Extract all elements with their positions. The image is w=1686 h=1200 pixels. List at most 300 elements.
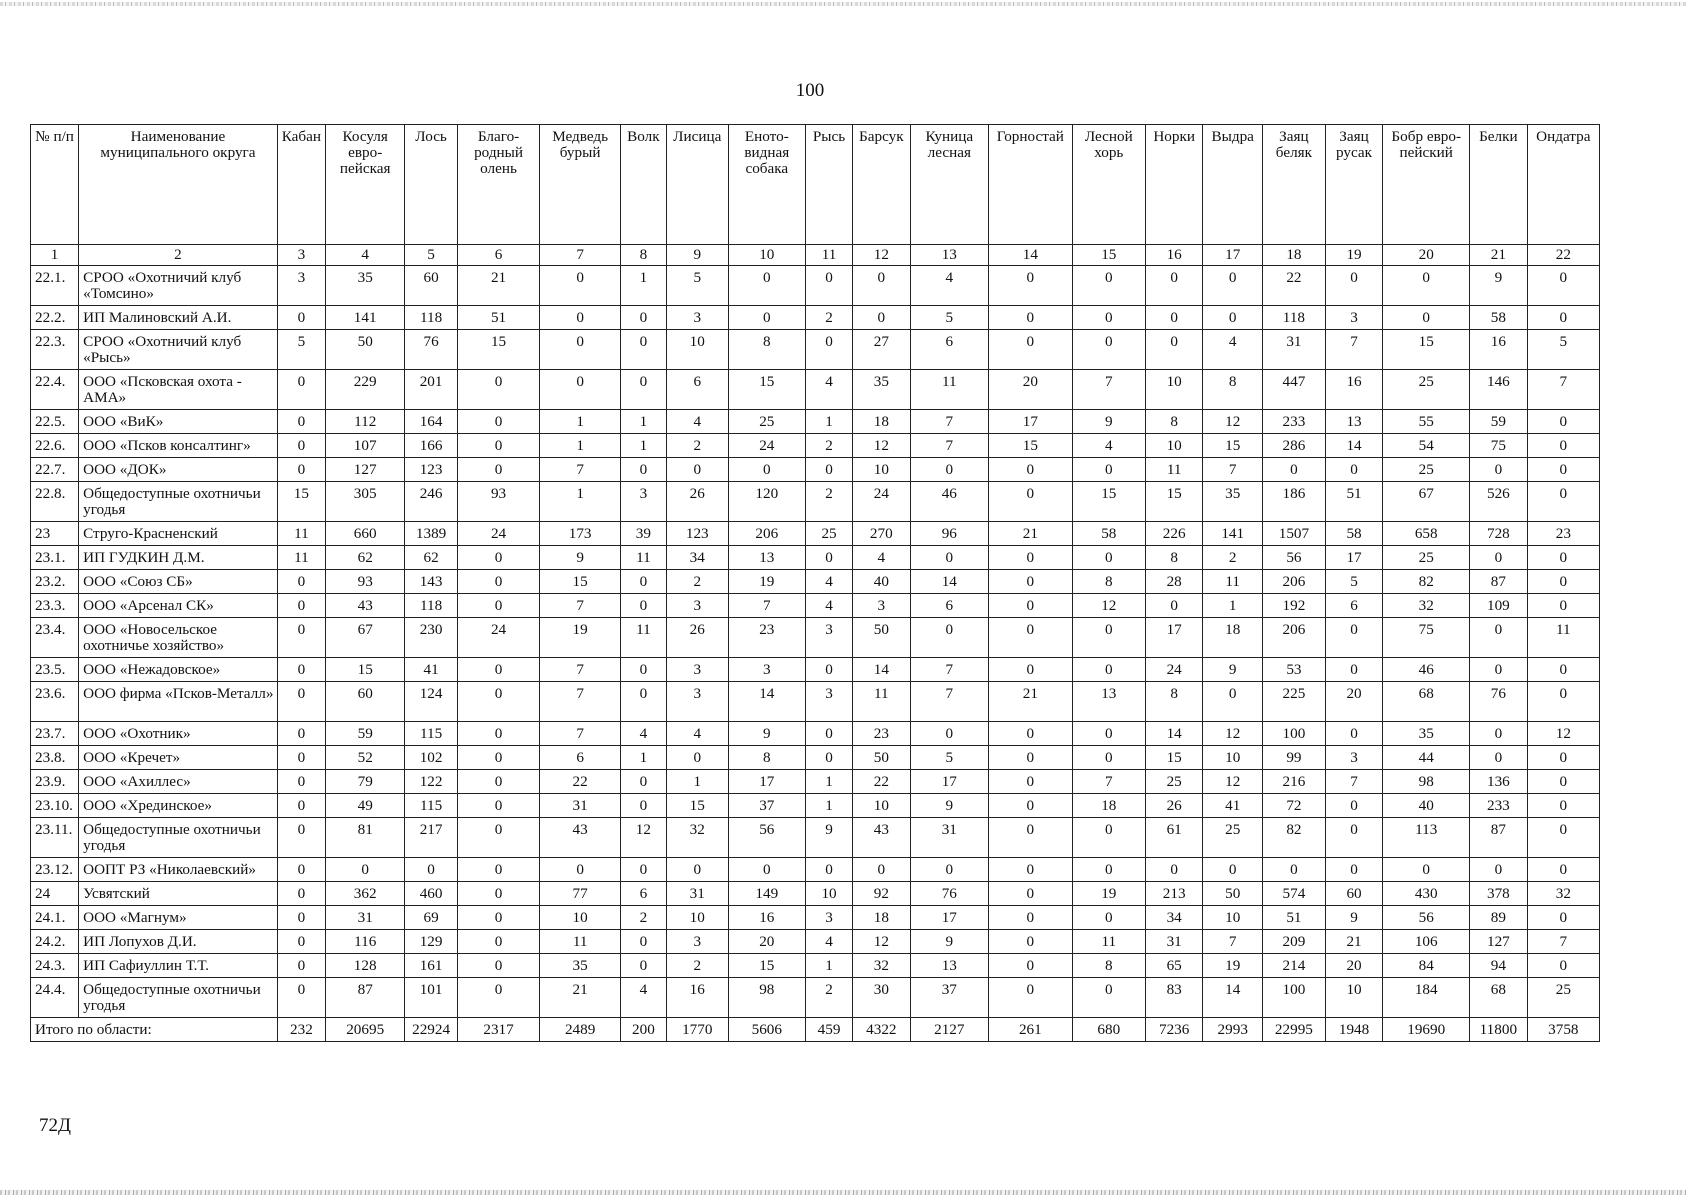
- count-cell: 0: [277, 930, 325, 954]
- table-row: [31, 370, 1600, 410]
- count-cell: 12: [1203, 410, 1263, 434]
- count-cell: 31: [666, 882, 728, 906]
- count-cell: 113: [1383, 818, 1470, 858]
- count-cell: 7: [1527, 370, 1599, 410]
- count-cell: 0: [989, 482, 1073, 522]
- column-header: Заяц русак: [1325, 125, 1383, 245]
- count-cell: 0: [1072, 858, 1145, 882]
- count-cell: 0: [457, 906, 540, 930]
- column-header: Горностай: [989, 125, 1073, 245]
- header-row: [31, 125, 1600, 245]
- column-number-row: [31, 245, 1600, 266]
- count-cell: 0: [620, 954, 666, 978]
- count-cell: 0: [806, 722, 853, 746]
- count-cell: 10: [1325, 978, 1383, 1018]
- count-cell: 2: [1203, 546, 1263, 570]
- count-cell: 37: [910, 978, 988, 1018]
- column-number-cell: 14: [989, 245, 1073, 266]
- count-cell: 2: [806, 306, 853, 330]
- count-cell: 127: [1470, 930, 1528, 954]
- count-cell: 7: [1527, 930, 1599, 954]
- organization-name-cell: ООО «Союз СБ»: [79, 570, 278, 594]
- total-cell: 1948: [1325, 1018, 1383, 1042]
- count-cell: 0: [277, 658, 325, 682]
- count-cell: 50: [1203, 882, 1263, 906]
- column-header: Кабан: [277, 125, 325, 245]
- count-cell: 0: [1203, 682, 1263, 722]
- count-cell: 27: [853, 330, 911, 370]
- page-number: 100: [795, 80, 825, 101]
- count-cell: 0: [1072, 618, 1145, 658]
- count-cell: 0: [277, 818, 325, 858]
- row-number-cell: 23.9.: [31, 770, 79, 794]
- count-cell: 149: [728, 882, 805, 906]
- count-cell: 24: [728, 434, 805, 458]
- count-cell: 0: [1470, 746, 1528, 770]
- count-cell: 0: [989, 818, 1073, 858]
- count-cell: 43: [540, 818, 621, 858]
- count-cell: 4: [620, 722, 666, 746]
- count-cell: 25: [1383, 370, 1470, 410]
- count-cell: 9: [1072, 410, 1145, 434]
- column-header: Лось: [405, 125, 457, 245]
- organization-name-cell: ООО «Псковская охота - АМА»: [79, 370, 278, 410]
- count-cell: 141: [1203, 522, 1263, 546]
- count-cell: 58: [1470, 306, 1528, 330]
- count-cell: 2: [806, 434, 853, 458]
- column-header: Норки: [1145, 125, 1203, 245]
- organization-name-cell: ООО «Охотник»: [79, 722, 278, 746]
- organization-name-cell: Усвятский: [79, 882, 278, 906]
- count-cell: 0: [1325, 658, 1383, 682]
- animal-count-table: [30, 124, 1600, 1042]
- column-number-cell: 22: [1527, 245, 1599, 266]
- count-cell: 0: [277, 434, 325, 458]
- count-cell: 0: [1263, 458, 1326, 482]
- column-header: Бобр евро-пейский: [1383, 125, 1470, 245]
- count-cell: 14: [1325, 434, 1383, 458]
- count-cell: 93: [457, 482, 540, 522]
- count-cell: 1: [1203, 594, 1263, 618]
- count-cell: 7: [910, 682, 988, 722]
- count-cell: 0: [989, 458, 1073, 482]
- count-cell: 7: [1325, 770, 1383, 794]
- count-cell: 0: [989, 930, 1073, 954]
- count-cell: 17: [1145, 618, 1203, 658]
- count-cell: 44: [1383, 746, 1470, 770]
- count-cell: 41: [1203, 794, 1263, 818]
- row-number-cell: 23.12.: [31, 858, 79, 882]
- row-number-cell: 22.4.: [31, 370, 79, 410]
- count-cell: 60: [1325, 882, 1383, 906]
- total-cell: 261: [989, 1018, 1073, 1042]
- count-cell: 0: [1145, 594, 1203, 618]
- count-cell: 6: [666, 370, 728, 410]
- count-cell: 30: [853, 978, 911, 1018]
- count-cell: 54: [1383, 434, 1470, 458]
- organization-name-cell: ООО «Кречет»: [79, 746, 278, 770]
- count-cell: 23: [853, 722, 911, 746]
- count-cell: 11: [853, 682, 911, 722]
- count-cell: 0: [989, 794, 1073, 818]
- count-cell: 106: [1383, 930, 1470, 954]
- count-cell: 7: [728, 594, 805, 618]
- count-cell: 12: [1203, 722, 1263, 746]
- count-cell: 209: [1263, 930, 1326, 954]
- organization-name-cell: ООО «Новосельское охотничье хозяйство»: [79, 618, 278, 658]
- count-cell: 84: [1383, 954, 1470, 978]
- count-cell: 26: [1145, 794, 1203, 818]
- count-cell: 9: [728, 722, 805, 746]
- organization-name-cell: ООО «Псков консалтинг»: [79, 434, 278, 458]
- table-row: [31, 482, 1600, 522]
- count-cell: 2: [666, 954, 728, 978]
- count-cell: 19: [1072, 882, 1145, 906]
- count-cell: 43: [325, 594, 404, 618]
- count-cell: 6: [910, 330, 988, 370]
- count-cell: 0: [1527, 770, 1599, 794]
- count-cell: 0: [457, 746, 540, 770]
- column-number-cell: 18: [1263, 245, 1326, 266]
- total-cell: 1770: [666, 1018, 728, 1042]
- count-cell: 0: [1527, 682, 1599, 722]
- column-header: Лисица: [666, 125, 728, 245]
- count-cell: 213: [1145, 882, 1203, 906]
- organization-name-cell: Струго-Красненский: [79, 522, 278, 546]
- count-cell: 129: [405, 930, 457, 954]
- row-number-cell: 23.1.: [31, 546, 79, 570]
- count-cell: 35: [853, 370, 911, 410]
- organization-name-cell: ИП ГУДКИН Д.М.: [79, 546, 278, 570]
- count-cell: 0: [277, 794, 325, 818]
- row-number-cell: 22.5.: [31, 410, 79, 434]
- count-cell: 0: [806, 546, 853, 570]
- row-number-cell: 23.11.: [31, 818, 79, 858]
- count-cell: 0: [620, 658, 666, 682]
- count-cell: 16: [1470, 330, 1528, 370]
- count-cell: 233: [1263, 410, 1326, 434]
- count-cell: 21: [457, 266, 540, 306]
- count-cell: 0: [1145, 330, 1203, 370]
- count-cell: 0: [1527, 546, 1599, 570]
- count-cell: 46: [1383, 658, 1470, 682]
- count-cell: 0: [910, 618, 988, 658]
- count-cell: 526: [1470, 482, 1528, 522]
- count-cell: 61: [1145, 818, 1203, 858]
- count-cell: 164: [405, 410, 457, 434]
- total-cell: 680: [1072, 1018, 1145, 1042]
- count-cell: 34: [1145, 906, 1203, 930]
- count-cell: 166: [405, 434, 457, 458]
- count-cell: 0: [277, 618, 325, 658]
- count-cell: 15: [1145, 482, 1203, 522]
- count-cell: 0: [728, 458, 805, 482]
- count-cell: 0: [277, 570, 325, 594]
- count-cell: 0: [540, 266, 621, 306]
- count-cell: 118: [1263, 306, 1326, 330]
- count-cell: 40: [853, 570, 911, 594]
- count-cell: 52: [325, 746, 404, 770]
- count-cell: 8: [1203, 370, 1263, 410]
- count-cell: 0: [540, 370, 621, 410]
- count-cell: 9: [806, 818, 853, 858]
- count-cell: 2: [806, 978, 853, 1018]
- count-cell: 0: [457, 434, 540, 458]
- count-cell: 0: [728, 858, 805, 882]
- column-number-cell: 8: [620, 245, 666, 266]
- row-number-cell: 24.1.: [31, 906, 79, 930]
- column-header: Благо-родный олень: [457, 125, 540, 245]
- count-cell: 0: [1203, 858, 1263, 882]
- count-cell: 5: [910, 746, 988, 770]
- count-cell: 3: [728, 658, 805, 682]
- count-cell: 79: [325, 770, 404, 794]
- count-cell: 1: [620, 410, 666, 434]
- count-cell: 18: [853, 906, 911, 930]
- count-cell: 0: [1470, 618, 1528, 658]
- count-cell: 50: [853, 618, 911, 658]
- count-cell: 11: [277, 522, 325, 546]
- total-cell: 22995: [1263, 1018, 1326, 1042]
- count-cell: 4: [666, 410, 728, 434]
- count-cell: 107: [325, 434, 404, 458]
- count-cell: 447: [1263, 370, 1326, 410]
- count-cell: 0: [806, 746, 853, 770]
- count-cell: 59: [325, 722, 404, 746]
- count-cell: 9: [540, 546, 621, 570]
- count-cell: 0: [989, 546, 1073, 570]
- count-cell: 0: [457, 770, 540, 794]
- count-cell: 8: [728, 746, 805, 770]
- organization-name-cell: ООО «Магнум»: [79, 906, 278, 930]
- count-cell: 22: [1263, 266, 1326, 306]
- count-cell: 3: [277, 266, 325, 306]
- count-cell: 23: [1527, 522, 1599, 546]
- count-cell: 1: [620, 434, 666, 458]
- column-number-cell: 9: [666, 245, 728, 266]
- count-cell: 0: [620, 370, 666, 410]
- count-cell: 72: [1263, 794, 1326, 818]
- count-cell: 10: [1203, 906, 1263, 930]
- count-cell: 0: [540, 306, 621, 330]
- count-cell: 7: [540, 594, 621, 618]
- count-cell: 0: [853, 306, 911, 330]
- count-cell: 5: [1325, 570, 1383, 594]
- count-cell: 19: [1203, 954, 1263, 978]
- count-cell: 0: [1527, 306, 1599, 330]
- column-header: Волк: [620, 125, 666, 245]
- count-cell: 24: [457, 618, 540, 658]
- count-cell: 3: [1325, 306, 1383, 330]
- count-cell: 15: [728, 954, 805, 978]
- count-cell: 8: [1145, 682, 1203, 722]
- count-cell: 58: [1072, 522, 1145, 546]
- count-cell: 286: [1263, 434, 1326, 458]
- count-cell: 100: [1263, 722, 1326, 746]
- column-number-cell: 21: [1470, 245, 1528, 266]
- count-cell: 141: [325, 306, 404, 330]
- count-cell: 3: [666, 930, 728, 954]
- count-cell: 206: [1263, 570, 1326, 594]
- count-cell: 0: [1072, 978, 1145, 1018]
- count-cell: 0: [989, 978, 1073, 1018]
- count-cell: 7: [540, 458, 621, 482]
- count-cell: 574: [1263, 882, 1326, 906]
- count-cell: 124: [405, 682, 457, 722]
- count-cell: 0: [989, 570, 1073, 594]
- count-cell: 184: [1383, 978, 1470, 1018]
- count-cell: 89: [1470, 906, 1528, 930]
- count-cell: 0: [1527, 746, 1599, 770]
- count-cell: 2: [666, 570, 728, 594]
- count-cell: 0: [1072, 330, 1145, 370]
- count-cell: 201: [405, 370, 457, 410]
- count-cell: 3: [666, 682, 728, 722]
- count-cell: 21: [989, 682, 1073, 722]
- count-cell: 0: [1527, 434, 1599, 458]
- row-number-cell: 23.8.: [31, 746, 79, 770]
- count-cell: 10: [666, 330, 728, 370]
- count-cell: 0: [989, 906, 1073, 930]
- organization-name-cell: Общедоступные охотничьи угодья: [79, 818, 278, 858]
- count-cell: 14: [853, 658, 911, 682]
- count-cell: 123: [405, 458, 457, 482]
- count-cell: 0: [1145, 266, 1203, 306]
- count-cell: 68: [1470, 978, 1528, 1018]
- count-cell: 0: [1325, 266, 1383, 306]
- count-cell: 65: [1145, 954, 1203, 978]
- row-number-cell: 22.3.: [31, 330, 79, 370]
- count-cell: 0: [1470, 658, 1528, 682]
- count-cell: 12: [1072, 594, 1145, 618]
- count-cell: 0: [728, 306, 805, 330]
- count-cell: 660: [325, 522, 404, 546]
- count-cell: 0: [620, 682, 666, 722]
- count-cell: 0: [325, 858, 404, 882]
- total-cell: 2993: [1203, 1018, 1263, 1042]
- count-cell: 51: [457, 306, 540, 330]
- count-cell: 50: [853, 746, 911, 770]
- count-cell: 15: [277, 482, 325, 522]
- count-cell: 146: [1470, 370, 1528, 410]
- row-number-cell: 22.8.: [31, 482, 79, 522]
- count-cell: 0: [910, 858, 988, 882]
- count-cell: 10: [1145, 370, 1203, 410]
- count-cell: 0: [277, 682, 325, 722]
- count-cell: 1: [540, 410, 621, 434]
- count-cell: 13: [910, 954, 988, 978]
- count-cell: 0: [277, 906, 325, 930]
- count-cell: 60: [405, 266, 457, 306]
- table-row: [31, 658, 1600, 682]
- count-cell: 24: [1145, 658, 1203, 682]
- count-cell: 0: [989, 722, 1073, 746]
- count-cell: 214: [1263, 954, 1326, 978]
- table-row: [31, 682, 1600, 722]
- count-cell: 11: [1527, 618, 1599, 658]
- count-cell: 40: [1383, 794, 1470, 818]
- count-cell: 8: [1072, 570, 1145, 594]
- table-row: [31, 906, 1600, 930]
- count-cell: 14: [728, 682, 805, 722]
- count-cell: 32: [666, 818, 728, 858]
- count-cell: 1: [806, 410, 853, 434]
- count-cell: 161: [405, 954, 457, 978]
- count-cell: 123: [666, 522, 728, 546]
- count-cell: 25: [1145, 770, 1203, 794]
- row-number-cell: 24: [31, 882, 79, 906]
- count-cell: 12: [853, 930, 911, 954]
- count-cell: 0: [620, 858, 666, 882]
- count-cell: 13: [1072, 682, 1145, 722]
- count-cell: 59: [1470, 410, 1528, 434]
- count-cell: 17: [728, 770, 805, 794]
- count-cell: 0: [620, 306, 666, 330]
- count-cell: 20: [728, 930, 805, 954]
- count-cell: 0: [1527, 858, 1599, 882]
- count-cell: 35: [1203, 482, 1263, 522]
- count-cell: 0: [457, 930, 540, 954]
- organization-name-cell: ООО «ВиК»: [79, 410, 278, 434]
- column-number-cell: 12: [853, 245, 911, 266]
- count-cell: 20: [989, 370, 1073, 410]
- count-cell: 17: [910, 770, 988, 794]
- count-cell: 25: [1383, 458, 1470, 482]
- table-row: [31, 770, 1600, 794]
- row-number-cell: 23.7.: [31, 722, 79, 746]
- count-cell: 5: [1527, 330, 1599, 370]
- total-cell: 7236: [1145, 1018, 1203, 1042]
- count-cell: 0: [277, 370, 325, 410]
- count-cell: 5: [666, 266, 728, 306]
- table-row: [31, 306, 1600, 330]
- count-cell: 0: [1527, 458, 1599, 482]
- count-cell: 0: [989, 266, 1073, 306]
- column-number-cell: 7: [540, 245, 621, 266]
- count-cell: 0: [1072, 818, 1145, 858]
- count-cell: 116: [325, 930, 404, 954]
- count-cell: 25: [1527, 978, 1599, 1018]
- organization-name-cell: ООО «ДОК»: [79, 458, 278, 482]
- count-cell: 7: [540, 682, 621, 722]
- column-number-cell: 3: [277, 245, 325, 266]
- organization-name-cell: ИП Лопухов Д.И.: [79, 930, 278, 954]
- count-cell: 378: [1470, 882, 1528, 906]
- count-cell: 14: [910, 570, 988, 594]
- count-cell: 9: [910, 930, 988, 954]
- count-cell: 658: [1383, 522, 1470, 546]
- count-cell: 24: [457, 522, 540, 546]
- count-cell: 0: [1325, 794, 1383, 818]
- count-cell: 270: [853, 522, 911, 546]
- row-number-cell: 23.2.: [31, 570, 79, 594]
- count-cell: 5: [910, 306, 988, 330]
- count-cell: 10: [1203, 746, 1263, 770]
- organization-name-cell: ООО «Ахиллес»: [79, 770, 278, 794]
- row-number-cell: 23.3.: [31, 594, 79, 618]
- count-cell: 49: [325, 794, 404, 818]
- count-cell: 430: [1383, 882, 1470, 906]
- count-cell: 0: [1263, 858, 1326, 882]
- count-cell: 173: [540, 522, 621, 546]
- column-header: Еното-видная собака: [728, 125, 805, 245]
- count-cell: 1: [540, 482, 621, 522]
- count-cell: 0: [910, 458, 988, 482]
- total-cell: 200: [620, 1018, 666, 1042]
- count-cell: 18: [1203, 618, 1263, 658]
- column-number-cell: 4: [325, 245, 404, 266]
- count-cell: 12: [1203, 770, 1263, 794]
